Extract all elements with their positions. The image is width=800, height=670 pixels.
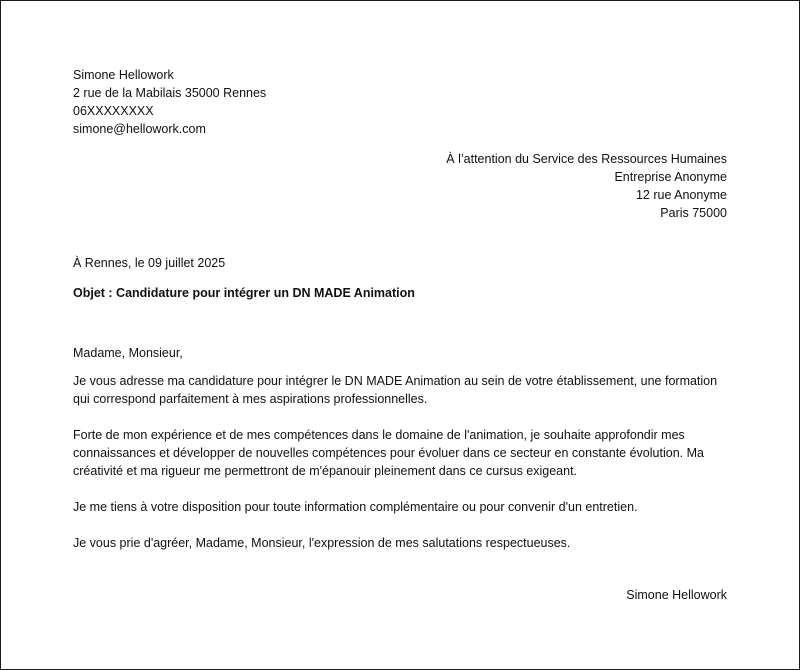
sender-phone: 06XXXXXXXX	[73, 104, 154, 118]
subject-line: Objet : Candidature pour intégrer un DN MADE Animation	[73, 286, 415, 300]
closing-paragraph: Je vous prie d'agréer, Madame, Monsieur, l'expression de mes salutations respectueuses.	[73, 536, 571, 550]
recipient-company: Entreprise Anonyme	[614, 170, 727, 184]
recipient-street: 12 rue Anonyme	[635, 188, 727, 202]
sender-email: simone@hellowork.com	[73, 122, 206, 136]
sender-address: 2 rue de la Mabilais 35000 Rennes	[73, 86, 267, 100]
date-line: À Rennes, le 09 juillet 2025	[73, 256, 226, 270]
sender-name: Simone Hellowork	[73, 68, 174, 82]
greeting: Madame, Monsieur,	[73, 346, 183, 360]
recipient-attention: À l’attention du Service des Ressources Humaines	[446, 152, 727, 166]
letter-content	[73, 64, 727, 604]
recipient-block	[73, 150, 727, 222]
sender-block	[73, 66, 727, 138]
recipient-city: Paris 75000	[660, 206, 727, 220]
body-paragraph: Je vous adresse ma candidature pour intégrer le DN MADE Animation au sein de votre établissement, une formation qui correspond parfaitement à mes aspirations professionnelles.	[73, 374, 718, 406]
body-paragraph: Forte de mon expérience et de mes compétences dans le domaine de l'animation, je souhaite approfondir mes connaissances et développer de nouvelles compétences pour évoluer dans ce secteur en constante évolution. Ma créativité et ma rigueur me permettront de m'épanouir pleinement dans ce cursus exigeant.	[73, 428, 704, 478]
signature: Simone Hellowork	[626, 588, 727, 602]
body-paragraph: Je me tiens à votre disposition pour toute information complémentaire ou pour convenir d'un entretien.	[73, 500, 638, 514]
